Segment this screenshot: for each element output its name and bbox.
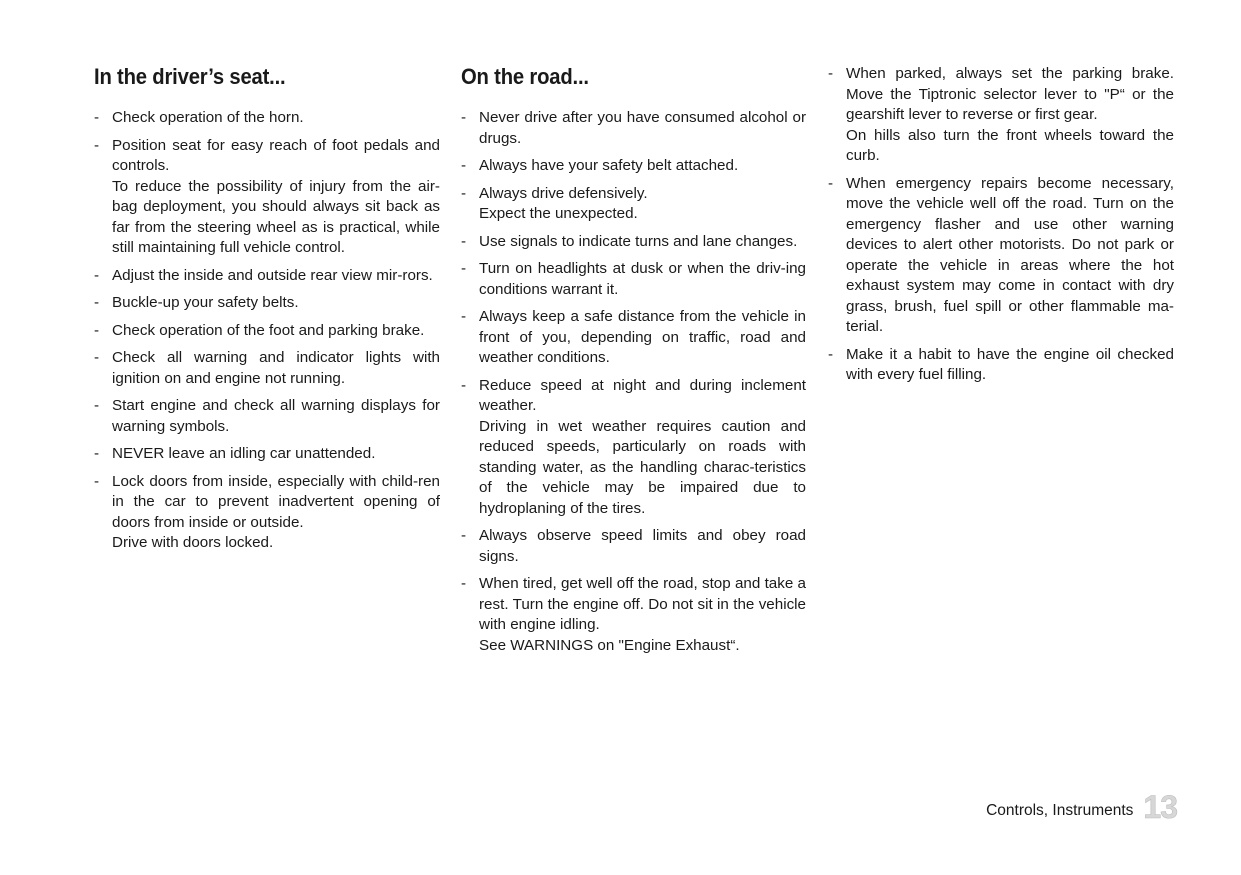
list-item [94,472,440,554]
list-item-text: Make it a habit to have the engine oil checked with every fuel filling. [846,345,1174,383]
list-item-text: Drive with doors locked. [112,534,274,551]
list-item-text: Adjust the inside and outside rear view mir-rors. [112,266,433,284]
list-item-text: Always observe speed limits and obey road signs. [479,527,806,565]
dash-bullet: - [461,184,467,202]
dash-bullet: - [461,232,467,250]
dash-bullet: - [828,65,834,82]
list-item [461,259,806,300]
list-item-text: Check all warning and indicator lights with ignition on and engine not running. [112,349,440,387]
column-drivers-seat [94,62,440,561]
dash-bullet: - [94,136,100,154]
list-item-text: Always drive defensively. [479,184,648,202]
list-item-text: Lock doors from inside, especially with child-ren in the car to prevent inadvertent opening of doors from inside or outside. [112,472,440,531]
list-item [94,136,440,259]
list-item [94,321,440,342]
list-item [828,174,1174,338]
dash-bullet: - [94,109,100,126]
dash-bullet: - [94,349,100,366]
list-item-text: Start engine and check all warning displays for warning symbols. [112,397,440,435]
list-item-text: See WARNINGS on "Engine Exhaust“. [479,636,740,654]
checklist-on-the-road [461,108,806,656]
list-item-text: Driving in wet weather requires caution and reduced speeds, particularly on roads with standing water, as the handling charac-teristics of the vehicle may be impaired due to hydroplaning of the tires. [479,417,806,517]
dash-bullet: - [94,445,100,462]
dash-bullet: - [461,157,467,174]
column-on-the-road [461,62,806,663]
list-item [94,348,440,389]
list-item [828,345,1174,386]
dash-bullet: - [94,472,100,490]
list-item [94,444,440,465]
list-item-text: Never drive after you have consumed alcohol or drugs. [479,109,806,147]
list-item [828,64,1174,167]
list-item [94,108,440,129]
list-item [461,526,806,567]
list-item [461,108,806,149]
list-item-text: When tired, get well off the road, stop and take a rest. Turn the engine off. Do not sit in the vehicle with engine idling. [479,575,806,633]
checklist-on-the-road-continued [828,64,1174,386]
list-item [461,307,806,369]
list-item-text: Turn on headlights at dusk or when the driv-ing conditions warrant it. [479,260,806,298]
dash-bullet: - [461,308,467,325]
dash-bullet: - [94,321,100,339]
page-footer [986,791,1177,823]
list-item [94,266,440,287]
column-on-the-road-continued [828,64,1174,393]
list-item-text: On hills also turn the front wheels toward the curb. [846,126,1174,164]
page-number: 13 [1143,789,1177,825]
list-item-text: Always have your safety belt attached. [479,157,739,174]
dash-bullet: - [94,294,100,311]
dash-bullet: - [94,266,100,284]
list-item-text: Check operation of the foot and parking brake. [112,321,425,339]
list-item-text: NEVER leave an idling car unattended. [112,445,376,462]
list-item [94,396,440,437]
list-item-text: Buckle-up your safety belts. [112,294,299,311]
dash-bullet: - [461,527,467,544]
list-item-text: Position seat for easy reach of foot pedals and controls. [112,136,440,174]
list-item [461,376,806,520]
dash-bullet: - [828,174,834,192]
dash-bullet: - [461,260,467,277]
list-item-text: Check operation of the horn. [112,109,304,126]
list-item-text: When parked, always set the parking brake. Move the Tiptronic selector lever to "P“ or the gearshift lever to reverse or first gear. [846,65,1174,123]
list-item-text: Use signals to indicate turns and lane changes. [479,232,798,250]
dash-bullet: - [94,397,100,414]
list-item-text: Expect the unexpected. [479,205,638,222]
dash-bullet: - [461,109,467,126]
section-heading-drivers-seat: In the driver’s seat... [94,64,286,89]
dash-bullet: - [461,575,467,592]
footer-section-name: Controls, Instruments [986,802,1134,819]
list-item [461,574,806,656]
checklist-drivers-seat [94,108,440,554]
dash-bullet: - [461,376,467,394]
dash-bullet: - [828,345,834,363]
list-item [461,156,806,177]
list-item-text: When emergency repairs become necessary, move the vehicle well off the road. Turn on the emergency flasher and use other warning devices to alert other motorists. Do not park or operate the vehicle in areas where the hot exhaust system may come in contact with dry grass, brush, fuel spill or other flammable ma-terial. [846,174,1174,335]
list-item-text: Always keep a safe distance from the vehicle in front of you, depending on traffic, road and weather conditions. [479,308,806,366]
list-item-text: To reduce the possibility of injury from the air-bag deployment, you should always sit back as far from the steering wheel as is practical, while still maintaining full vehicle control. [112,177,440,256]
list-item-text: Reduce speed at night and during inclement weather. [479,376,806,414]
list-item [94,293,440,314]
list-item [461,184,806,225]
list-item [461,232,806,253]
section-heading-on-the-road: On the road... [461,64,589,89]
